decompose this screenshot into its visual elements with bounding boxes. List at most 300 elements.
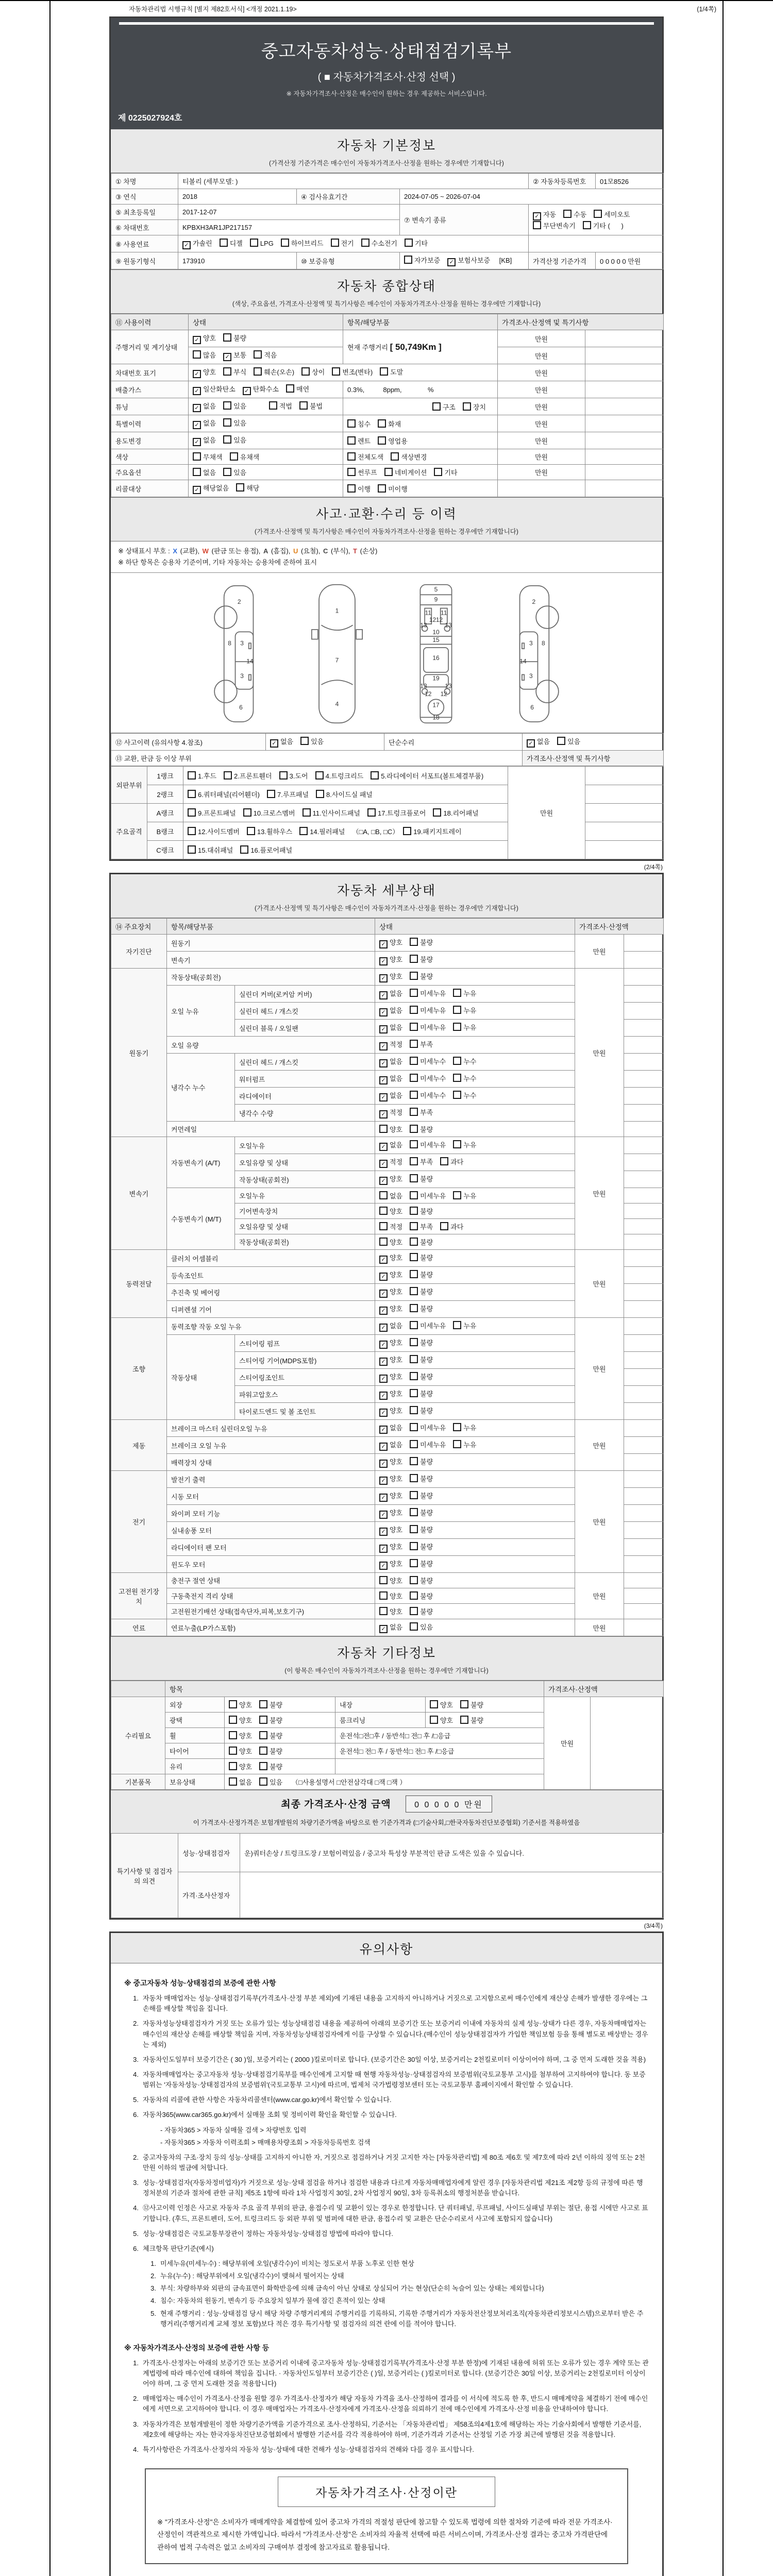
price-note-cell[interactable] xyxy=(624,1522,664,1539)
checkbox-해당없음[interactable] xyxy=(193,483,229,494)
diagram-part-number-4: 4 xyxy=(335,700,339,708)
checkbox-없음[interactable] xyxy=(379,1140,402,1151)
emission-label: 배출가스 xyxy=(111,381,189,398)
checkbox-없음[interactable] xyxy=(193,401,216,412)
checkbox-불량[interactable] xyxy=(410,1286,433,1296)
checkbox-불량[interactable] xyxy=(410,1206,433,1216)
checkbox-불량[interactable] xyxy=(410,1456,433,1466)
price-note-cell[interactable] xyxy=(624,1505,664,1522)
checkbox-적음[interactable] xyxy=(254,350,277,360)
checkbox-불량[interactable] xyxy=(410,1507,433,1517)
checkbox-14.필러패널[interactable] xyxy=(299,826,345,836)
checkbox-불량[interactable] xyxy=(410,1269,433,1279)
checkbox-미세누유[interactable] xyxy=(410,988,446,998)
checkbox-양호[interactable] xyxy=(229,1761,252,1771)
checkbox-전기[interactable] xyxy=(331,238,354,248)
checkbox-부족[interactable] xyxy=(410,1222,433,1231)
checkbox-없음[interactable] xyxy=(379,1022,402,1033)
checkbox-양호[interactable] xyxy=(379,1575,402,1585)
checkbox-있음[interactable] xyxy=(223,401,246,411)
checkbox-box-icon xyxy=(410,938,418,946)
checkbox-없음[interactable] xyxy=(379,988,402,999)
checkbox-세미오토[interactable] xyxy=(594,209,630,219)
checkbox-누수[interactable] xyxy=(453,1073,476,1083)
price-note-cell[interactable] xyxy=(624,1420,664,1437)
price-note-cell[interactable] xyxy=(585,432,664,449)
checkbox-누유[interactable] xyxy=(453,1422,476,1432)
checkbox-누유[interactable] xyxy=(453,1320,476,1330)
checkbox-불량[interactable] xyxy=(259,1700,282,1709)
checkbox-탄화수소[interactable] xyxy=(243,384,279,395)
price-note-cell[interactable] xyxy=(585,480,664,497)
price-note-cell[interactable] xyxy=(624,1204,664,1219)
checkbox-미세누유[interactable] xyxy=(410,1422,446,1432)
checkbox-box-icon xyxy=(240,845,248,854)
price-note-cell[interactable] xyxy=(624,1403,664,1420)
price-note-cell[interactable] xyxy=(624,1122,664,1137)
price-note-cell[interactable] xyxy=(585,465,664,480)
checkbox-무단변속기[interactable] xyxy=(533,221,576,230)
checkbox-누유[interactable] xyxy=(453,1140,476,1149)
checkbox-불량[interactable] xyxy=(410,1371,433,1381)
checkbox-자동[interactable] xyxy=(533,209,556,221)
table-row xyxy=(111,205,664,220)
checkbox-불량[interactable] xyxy=(410,937,433,947)
checkbox-있음[interactable] xyxy=(557,736,580,746)
reg-no-value: 01모8526 xyxy=(596,174,664,189)
checkbox-무채색[interactable] xyxy=(193,452,223,462)
checkbox-미세누유[interactable] xyxy=(410,1191,446,1200)
checkbox-label: 침수 xyxy=(358,420,371,428)
price-note-cell[interactable] xyxy=(585,415,664,432)
checkbox-label: 불량 xyxy=(470,1717,484,1725)
checkbox-10.크로스멤버[interactable] xyxy=(243,808,295,818)
price-note-cell[interactable] xyxy=(624,1071,664,1088)
price-note-cell[interactable] xyxy=(585,364,664,381)
checkbox-label: 2.프론트휀더 xyxy=(233,772,272,781)
price-note-cell[interactable] xyxy=(624,1171,664,1188)
checkbox-없음[interactable] xyxy=(193,418,216,429)
price-note-cell[interactable] xyxy=(624,1037,664,1054)
checkbox-불량[interactable] xyxy=(410,1237,433,1247)
price-note-cell[interactable] xyxy=(624,1234,664,1250)
option-checks-1 xyxy=(189,465,343,480)
overall-table xyxy=(111,314,664,497)
checkbox-해당[interactable] xyxy=(236,483,259,493)
checkbox-2.프론트휀더[interactable] xyxy=(224,771,272,781)
checkbox-불량[interactable] xyxy=(410,1405,433,1415)
checkbox-1.후드[interactable] xyxy=(188,771,216,781)
checkbox-box-icon xyxy=(236,483,244,492)
checkbox-불량[interactable] xyxy=(259,1746,282,1756)
price-note-cell[interactable] xyxy=(624,1539,664,1556)
checkbox-없음[interactable] xyxy=(379,1622,402,1633)
checkbox-불량[interactable] xyxy=(410,1124,433,1134)
checkbox-불량[interactable] xyxy=(410,1606,433,1616)
price-note-cell[interactable] xyxy=(585,398,664,415)
checkbox-불량[interactable] xyxy=(410,1524,433,1534)
checkbox-없음[interactable] xyxy=(379,1191,402,1200)
checkbox-양호[interactable] xyxy=(379,1473,402,1485)
checkbox-유채색[interactable] xyxy=(230,452,260,462)
checkbox-불량[interactable] xyxy=(460,1700,483,1709)
price-note-cell[interactable] xyxy=(624,1219,664,1234)
checkbox-box-icon xyxy=(347,484,356,493)
checkbox-양호[interactable] xyxy=(229,1715,252,1725)
checkbox-양호[interactable] xyxy=(379,1252,402,1264)
checkbox-양호[interactable] xyxy=(379,1490,402,1502)
checkbox-누유[interactable] xyxy=(453,1005,476,1015)
checkbox-16.플로어패널[interactable] xyxy=(240,845,292,855)
price-note-cell[interactable] xyxy=(624,1267,664,1284)
checkbox-불량[interactable] xyxy=(410,1490,433,1500)
checkbox-하이브리드[interactable] xyxy=(281,238,324,248)
checkbox-부족[interactable] xyxy=(410,1107,433,1117)
checkbox-양호[interactable] xyxy=(379,1524,402,1536)
price-note-cell[interactable] xyxy=(624,1137,664,1154)
checkbox-장치[interactable] xyxy=(463,402,486,412)
checkbox-썬루프[interactable] xyxy=(347,467,377,477)
checkbox-있음[interactable] xyxy=(223,418,246,428)
checkbox-불량[interactable] xyxy=(259,1731,282,1740)
checkbox-LPG[interactable] xyxy=(250,239,274,247)
checkbox-수소전기[interactable] xyxy=(361,238,397,248)
checkbox-양호[interactable] xyxy=(229,1731,252,1740)
checkbox-양호[interactable] xyxy=(379,1337,402,1349)
price-note-cell[interactable] xyxy=(624,969,664,986)
checkbox-box-icon xyxy=(379,1238,388,1246)
price-note-cell[interactable] xyxy=(624,1250,664,1267)
checkbox-label: 양호 xyxy=(239,1717,253,1725)
price-note-cell[interactable] xyxy=(624,1318,664,1335)
checkbox-불량[interactable] xyxy=(410,1354,433,1364)
checkbox-불량[interactable] xyxy=(410,1473,433,1483)
checkbox-과다[interactable] xyxy=(440,1222,463,1231)
price-note-cell[interactable] xyxy=(585,347,664,364)
checkbox-없음[interactable] xyxy=(229,1777,252,1787)
price-note-cell[interactable] xyxy=(624,935,664,952)
checkbox-없음[interactable] xyxy=(193,435,216,446)
item-cell: 고전원전기배선 상태(접속단자,피복,보호기구) xyxy=(167,1604,375,1619)
accident-history-label: ⑫ 사고이력 (유의사항 4.참조) xyxy=(111,734,266,751)
checkbox-box-icon xyxy=(379,1576,388,1584)
checkbox-불량[interactable] xyxy=(410,1252,433,1262)
checkbox-17.트렁크플로어[interactable] xyxy=(367,808,426,818)
checkbox-15.대쉬패널[interactable] xyxy=(188,845,233,855)
table-row xyxy=(111,767,664,785)
checkbox-영업용[interactable] xyxy=(378,436,408,446)
table-row xyxy=(111,1471,664,1488)
price-note-cell[interactable] xyxy=(585,841,664,859)
checkbox-기타[interactable] xyxy=(434,467,457,477)
checkbox-양호[interactable] xyxy=(193,333,216,344)
checkbox-불량[interactable] xyxy=(410,1541,433,1551)
checkbox-미세누수[interactable] xyxy=(410,1073,446,1083)
checkbox-미세누유[interactable] xyxy=(410,1005,446,1015)
checkbox-미세누유[interactable] xyxy=(410,1439,446,1449)
checkbox-없음[interactable] xyxy=(193,467,216,477)
checkbox-미이행[interactable] xyxy=(378,484,408,494)
checkbox-과다[interactable] xyxy=(440,1157,463,1166)
checkbox-양호[interactable] xyxy=(379,1591,402,1601)
checkbox-변조(변타)[interactable] xyxy=(332,367,373,377)
checkbox-3.도어[interactable] xyxy=(279,771,308,781)
checkbox-기타 ( )[interactable] xyxy=(583,221,624,230)
checkbox-매연[interactable] xyxy=(286,384,309,394)
checkbox-box-icon: ✓ xyxy=(379,1324,388,1332)
checkbox-색상변경[interactable] xyxy=(391,452,427,462)
price-note-cell[interactable] xyxy=(624,1604,664,1619)
price-note-cell[interactable] xyxy=(624,1471,664,1488)
price-note-cell[interactable] xyxy=(585,330,664,347)
checkbox-불량[interactable] xyxy=(410,1303,433,1313)
price-note-cell[interactable] xyxy=(585,449,664,465)
price-note-cell[interactable] xyxy=(624,1437,664,1454)
checkbox-label: 하이브리드 xyxy=(291,240,324,247)
checkbox-양호[interactable] xyxy=(379,1371,402,1383)
checkbox-없음[interactable] xyxy=(527,736,550,748)
price-note-cell[interactable] xyxy=(624,1488,664,1505)
checkbox-보험사보증[interactable] xyxy=(447,255,490,266)
checkbox-양호[interactable] xyxy=(229,1700,252,1709)
checkbox-양호[interactable] xyxy=(379,1507,402,1519)
checkbox-없음[interactable] xyxy=(270,736,293,748)
checkbox-적정[interactable] xyxy=(379,1157,402,1168)
checkbox-부족[interactable] xyxy=(410,1157,433,1166)
checkbox-미세누수[interactable] xyxy=(410,1056,446,1066)
checkbox-양호[interactable] xyxy=(379,1541,402,1553)
notice-item-text: 자동차365(www.car365.go.kr)에서 실매물 조회 및 정비이력 확인을 확인할 수 있습니다. xyxy=(143,2111,397,2119)
checkbox-있음[interactable] xyxy=(300,736,324,746)
checkbox-box-icon: ✓ xyxy=(379,1562,388,1570)
price-note-cell[interactable] xyxy=(624,1454,664,1471)
checkbox-네비게이션[interactable] xyxy=(384,467,427,477)
checkbox-양호[interactable] xyxy=(430,1715,453,1725)
checkbox-box-icon xyxy=(347,452,356,461)
checkbox-양호[interactable] xyxy=(379,1606,402,1616)
table-row xyxy=(111,1573,664,1588)
checkbox-양호[interactable] xyxy=(379,1303,402,1315)
checkbox-label: 불량 xyxy=(420,1608,433,1616)
checkbox-불량[interactable] xyxy=(410,971,433,981)
checkbox-12.사이드멤버[interactable] xyxy=(188,826,240,836)
checkbox-있음[interactable] xyxy=(223,435,246,445)
checkbox-양호[interactable] xyxy=(379,1174,402,1185)
checkbox-적정[interactable] xyxy=(379,1222,402,1231)
checkbox-침수[interactable] xyxy=(347,419,371,429)
checkbox-부족[interactable] xyxy=(410,1039,433,1049)
checkbox-렌트[interactable] xyxy=(347,436,371,446)
appraiser-opinion-text[interactable] xyxy=(240,1872,664,1918)
checkbox-훼손(오손)[interactable] xyxy=(254,367,294,377)
checkbox-자가보증[interactable] xyxy=(404,255,440,265)
checkbox-box-icon xyxy=(367,808,376,817)
checkbox-있음[interactable] xyxy=(259,1777,282,1787)
table-row xyxy=(111,449,664,465)
checkbox-불량[interactable] xyxy=(410,1558,433,1568)
checkbox-있음[interactable] xyxy=(410,1622,433,1632)
price-note-cell[interactable] xyxy=(624,1573,664,1588)
checkbox-불량[interactable] xyxy=(223,333,246,343)
option-checks-2 xyxy=(343,465,498,480)
checkbox-불량[interactable] xyxy=(410,1388,433,1398)
price-note-cell[interactable] xyxy=(624,1003,664,1020)
checkbox-양호[interactable] xyxy=(379,1558,402,1570)
price-note-cell[interactable] xyxy=(585,767,664,785)
checkbox-적정[interactable] xyxy=(379,1107,402,1118)
checkbox-불량[interactable] xyxy=(410,1591,433,1601)
price-note-cell[interactable] xyxy=(591,1697,664,1790)
checkbox-label: 부족 xyxy=(420,1041,433,1049)
checkbox-11.인사이드패널[interactable] xyxy=(303,808,360,818)
price-note-cell[interactable] xyxy=(624,1369,664,1386)
checkbox-불량[interactable] xyxy=(259,1761,282,1771)
checkbox-18.리어패널[interactable] xyxy=(433,808,478,818)
price-note-cell[interactable] xyxy=(624,1556,664,1573)
checkbox-양호[interactable] xyxy=(229,1746,252,1756)
checkbox-label: 보통 xyxy=(233,351,247,359)
sub-item-cell: 실린더 블록 / 오일팬 xyxy=(235,1020,375,1037)
checkbox-box-icon xyxy=(440,1222,448,1230)
price-note-cell[interactable] xyxy=(624,1301,664,1318)
checkbox-상이[interactable] xyxy=(301,367,325,377)
checkbox-양호[interactable] xyxy=(379,1269,402,1281)
checkbox-양호[interactable] xyxy=(379,1124,402,1134)
checkbox-적정[interactable] xyxy=(379,1039,402,1050)
checkbox-8.사이드실 패널[interactable] xyxy=(316,789,373,799)
checkbox-누유[interactable] xyxy=(453,1439,476,1449)
checkbox-없음[interactable] xyxy=(379,1056,402,1067)
price-note-cell[interactable] xyxy=(624,1619,664,1636)
checkbox-양호[interactable] xyxy=(379,954,402,965)
checkbox-box-icon xyxy=(410,1321,418,1329)
checkbox-불량[interactable] xyxy=(410,1337,433,1347)
checkbox-양호[interactable] xyxy=(379,1456,402,1468)
checkbox-양호[interactable] xyxy=(379,1354,402,1366)
checkbox-불량[interactable] xyxy=(410,1575,433,1585)
checkbox-label: 전기 xyxy=(341,240,354,247)
checkbox-이행[interactable] xyxy=(347,484,371,494)
checkbox-일산화탄소[interactable] xyxy=(193,384,236,395)
checkbox-미세누유[interactable] xyxy=(410,1320,446,1330)
checkbox-양호[interactable] xyxy=(430,1700,453,1709)
price-note-cell[interactable] xyxy=(624,1588,664,1604)
checkbox-없음[interactable] xyxy=(379,1090,402,1101)
checkbox-미세누수[interactable] xyxy=(410,1090,446,1100)
checkbox-있음[interactable] xyxy=(223,467,246,477)
checkbox-미세누유[interactable] xyxy=(410,1140,446,1149)
checkbox-없음[interactable] xyxy=(379,1073,402,1084)
checkbox-불량[interactable] xyxy=(460,1715,483,1725)
checkbox-누유[interactable] xyxy=(453,988,476,998)
price-note-cell[interactable] xyxy=(585,822,664,841)
price-note-cell[interactable] xyxy=(624,1105,664,1122)
checkbox-보통[interactable] xyxy=(223,350,246,361)
price-note-cell[interactable] xyxy=(624,1386,664,1403)
checkbox-디젤[interactable] xyxy=(220,238,243,248)
checkbox-19.패키지트레이[interactable] xyxy=(403,826,461,836)
price-note-cell[interactable] xyxy=(624,986,664,1003)
checkbox-label: 유채색 xyxy=(240,453,260,461)
price-note-cell[interactable] xyxy=(624,1284,664,1301)
checkbox-양호[interactable] xyxy=(379,937,402,948)
checkbox-양호[interactable] xyxy=(379,1206,402,1216)
notice-item-number: 2. xyxy=(133,2395,139,2403)
checkbox-적법[interactable] xyxy=(269,401,292,411)
price-note-cell[interactable] xyxy=(624,1154,664,1171)
checkbox-누수[interactable] xyxy=(453,1056,476,1066)
checkbox-box-icon xyxy=(361,239,369,247)
checkbox-box-icon xyxy=(379,1207,388,1215)
checkbox-양호[interactable] xyxy=(379,1405,402,1417)
checkbox-9.프론트패널[interactable] xyxy=(188,808,236,818)
checkbox-5.라디에이터 서포트(볼트체결부품)[interactable] xyxy=(371,771,483,781)
checkbox-기타[interactable] xyxy=(405,238,428,248)
checkbox-불량[interactable] xyxy=(410,954,433,964)
price-note-cell[interactable] xyxy=(624,1352,664,1369)
checkbox-label: 가솔린 xyxy=(193,240,212,247)
checkbox-누유[interactable] xyxy=(453,1022,476,1032)
checkbox-불법[interactable] xyxy=(299,401,323,411)
checkbox-수동[interactable] xyxy=(563,209,586,219)
checkbox-양호[interactable] xyxy=(379,971,402,982)
checkbox-box-icon xyxy=(430,1716,438,1724)
checkbox-없음[interactable] xyxy=(379,1320,402,1332)
notice-sub-text: 부식: 차량하부와 외판의 금속표면이 화학반응에 의해 금속이 아닌 상태로 상실되어 가는 현상(단순히 녹슬어 있는 상태는 제외합니다) xyxy=(160,2284,544,2293)
price-note-cell[interactable] xyxy=(624,1088,664,1105)
checkbox-미세누유[interactable] xyxy=(410,1022,446,1032)
price-note-cell[interactable] xyxy=(624,1054,664,1071)
checkbox-부식[interactable] xyxy=(223,367,246,377)
checkbox-구조[interactable] xyxy=(432,402,456,412)
checkbox-4.트렁크리드[interactable] xyxy=(315,771,364,781)
checkbox-누수[interactable] xyxy=(453,1090,476,1100)
checkbox-없음[interactable] xyxy=(379,1439,402,1451)
checkbox-양호[interactable] xyxy=(379,1237,402,1247)
price-note-cell[interactable] xyxy=(624,1188,664,1204)
checkbox-label: 양호 xyxy=(239,1763,253,1771)
checkbox-전체도색[interactable] xyxy=(347,452,383,462)
price-note-cell[interactable] xyxy=(624,1020,664,1037)
checkbox-13.휠하우스[interactable] xyxy=(247,826,292,836)
checkbox-7.루프패널[interactable] xyxy=(267,789,309,799)
price-note-cell[interactable] xyxy=(585,381,664,398)
price-note-cell[interactable] xyxy=(585,804,664,822)
checkbox-label: 누유 xyxy=(463,1007,477,1015)
price-note-cell[interactable] xyxy=(585,785,664,804)
checkbox-label: 양호 xyxy=(390,1339,403,1347)
checkbox-누유[interactable] xyxy=(453,1191,476,1200)
checkbox-box-icon: ✓ xyxy=(379,1093,388,1101)
checkbox-불량[interactable] xyxy=(259,1715,282,1725)
checkbox-6.쿼터패널(리어휀더)[interactable] xyxy=(188,789,260,799)
item-cell: 구동축전지 격리 상태 xyxy=(167,1588,375,1604)
checkbox-양호[interactable] xyxy=(379,1388,402,1400)
price-note-cell[interactable] xyxy=(624,1335,664,1352)
major-device-동력전달: 동력전달 xyxy=(111,1250,167,1318)
price-note-cell[interactable] xyxy=(624,952,664,969)
checkbox-화재[interactable] xyxy=(378,419,401,429)
checkbox-없음[interactable] xyxy=(379,1005,402,1016)
checkbox-도말[interactable] xyxy=(380,367,403,377)
checkbox-불량[interactable] xyxy=(410,1174,433,1183)
checkbox-없음[interactable] xyxy=(379,1422,402,1434)
checkbox-가솔린[interactable] xyxy=(182,238,212,249)
checkbox-양호[interactable] xyxy=(193,367,216,378)
car-diagram-side-left xyxy=(204,580,272,727)
checkbox-양호[interactable] xyxy=(379,1286,402,1298)
checkbox-많음[interactable] xyxy=(193,350,216,360)
